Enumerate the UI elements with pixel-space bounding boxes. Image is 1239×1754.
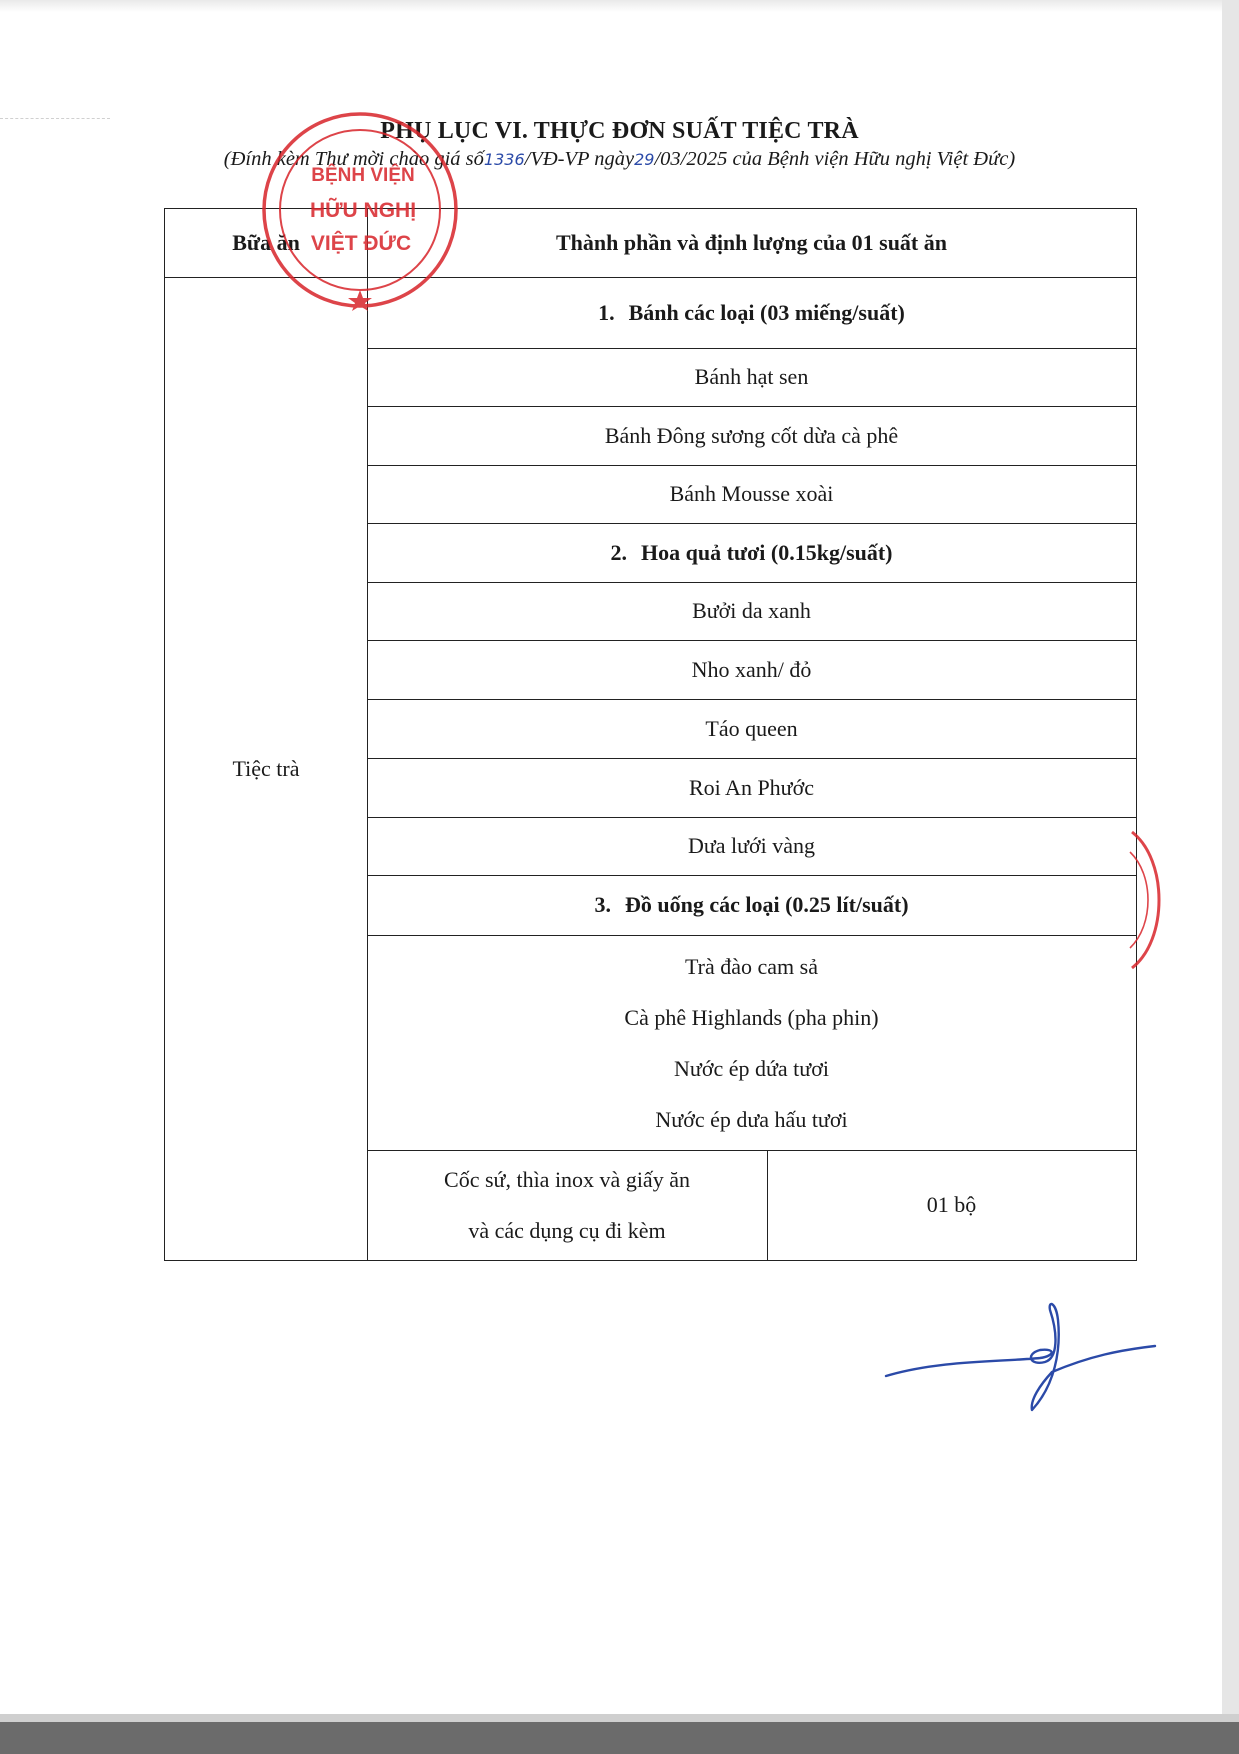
stamp-star-icon [348,290,372,311]
section-title: Hoa quả tươi (0.15kg/suất) [640,539,893,565]
section-title: Bánh các loại (03 miếng/suất) [628,299,905,325]
subtitle-part-3: /03/2025 của Bệnh viện Hữu nghị Việt Đức) [654,148,1016,170]
menu-item: Trà đào cam sả [685,953,818,979]
menu-item: Bánh hạt sen [694,364,809,390]
section-number: 3. [594,892,611,918]
section-heading [367,523,1136,582]
header-content: Thành phần và định lượng của 01 suất ăn [556,230,947,256]
meal-name: Tiệc trà [232,755,300,781]
utensils-description [367,1150,767,1260]
menu-item: Bưởi da xanh [692,598,811,624]
drinks-list [367,935,1136,1150]
scan-right-edge [1222,0,1239,1722]
signature-icon [880,1290,1160,1420]
section-heading [367,875,1136,935]
stamp-line-2: HỮU NGHỊ [309,199,417,222]
menu-item: Nho xanh/ đỏ [691,656,812,682]
scan-bottom-shadow [0,1714,1239,1722]
menu-item: Táo queen [705,715,798,741]
utensils-line-1: Cốc sứ, thìa inox và giấy ăn [444,1167,690,1192]
scan-bottom-edge [0,1722,1239,1754]
partial-stamp-right [1128,830,1168,970]
section-heading [367,277,1136,348]
utensils-quantity: 01 bộ [926,1192,977,1218]
handwritten-number: 1336 [483,150,525,169]
header-meal: Bữa ăn [232,230,300,256]
section-title: Đồ uống các loại (0.25 lít/suất) [624,892,909,918]
utensils-line-2: và các dụng cụ đi kèm [468,1218,666,1243]
document-subtitle [0,148,1239,171]
menu-item: Bánh Đông sương cốt dừa cà phê [604,422,899,448]
menu-item: Nước ép dứa tươi [674,1055,829,1081]
subtitle-part-1: (Đính kèm Thư mời chào giá số [223,148,484,170]
handwritten-day: 29 [634,150,655,169]
stamp-line-1: BỆNH VIỆN [311,165,415,186]
menu-item: Roi An Phước [688,774,815,800]
menu-item: Nước ép dưa hấu tươi [655,1106,848,1132]
section-number: 2. [610,539,627,565]
section-number: 1. [598,299,615,325]
document-title: PHỤ LỤC VI. THỰC ĐƠN SUẤT TIỆC TRÀ [380,118,859,144]
stamp-line-3: VIỆT ĐỨC [310,232,412,255]
hospital-stamp [246,104,478,312]
menu-table [164,208,1137,1261]
scan-top-edge [0,0,1239,12]
menu-item: Bánh Mousse xoài [669,481,834,507]
subtitle-part-2: /VĐ-VP ngày [524,148,635,170]
menu-item: Dưa lưới vàng [687,833,816,859]
menu-item: Cà phê Highlands (pha phin) [624,1004,879,1030]
